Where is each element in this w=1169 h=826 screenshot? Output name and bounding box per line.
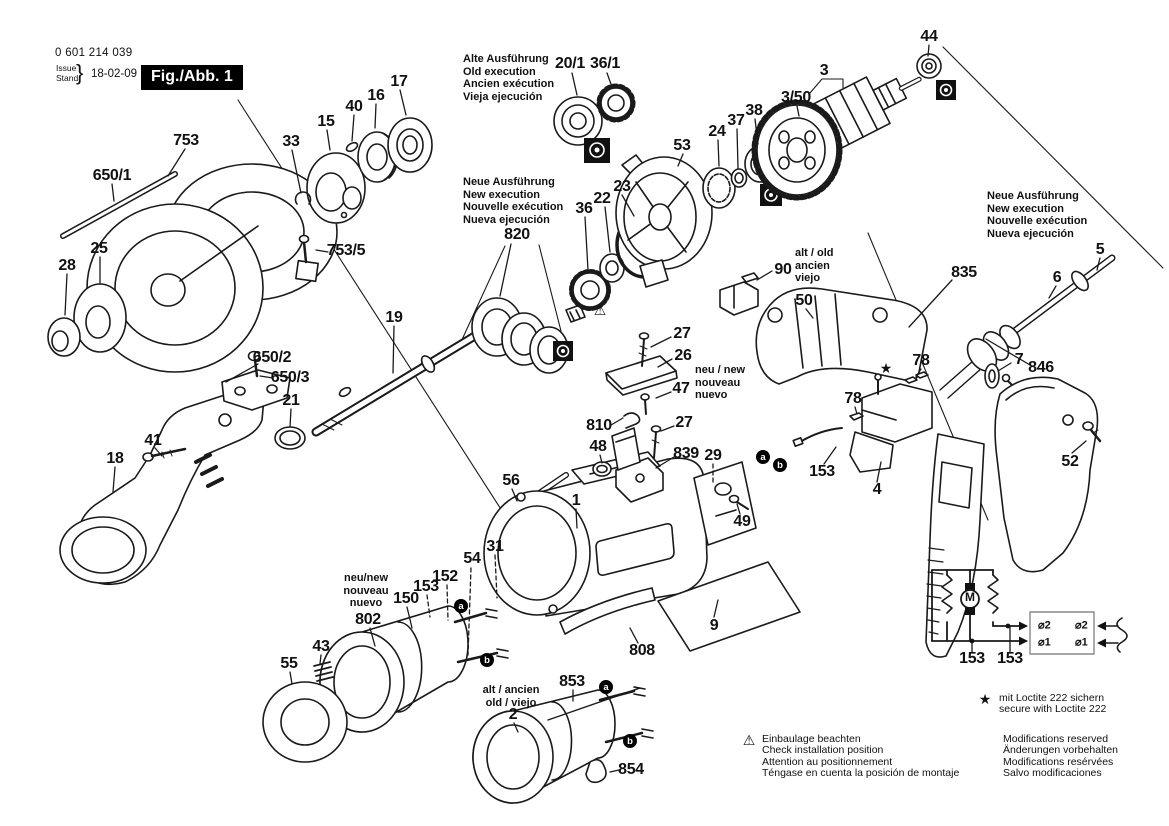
terminal-3: ⌀1: [1075, 636, 1088, 649]
callout-38: 38: [745, 102, 763, 119]
new-execution-right: Neue Ausführung New execution Nouvelle exécution Nueva ejecución: [987, 190, 1088, 240]
callout-37: 37: [727, 112, 745, 129]
callout-153: 153: [959, 650, 985, 667]
callout-5: 5: [1095, 241, 1105, 258]
marker-b-5: b: [623, 734, 637, 748]
callout-25: 25: [90, 240, 108, 257]
callout-52: 52: [1061, 453, 1079, 470]
callout-53: 53: [673, 137, 691, 154]
marker-b-1: b: [773, 458, 787, 472]
callout-810: 810: [586, 417, 612, 434]
callout-40: 40: [345, 98, 363, 115]
callout-27: 27: [675, 414, 693, 431]
callout-853: 853: [559, 673, 585, 690]
callout-7: 7: [1014, 351, 1024, 368]
callout-24: 24: [708, 123, 726, 140]
callout-56: 56: [502, 472, 520, 489]
callout-650/1: 650/1: [92, 167, 132, 184]
callout-54: 54: [463, 550, 481, 567]
callout-650/3: 650/3: [270, 369, 310, 386]
callout-808: 808: [629, 642, 655, 659]
old-execution: Alte Ausführung Old execution Ancien exécution Vieja ejecución: [463, 53, 555, 103]
callout-6: 6: [1052, 269, 1062, 286]
callout-78: 78: [844, 390, 862, 407]
callout-820: 820: [504, 226, 530, 243]
callout-802: 802: [355, 611, 381, 628]
callout-55: 55: [280, 655, 298, 672]
neu-new-stator: neu/new nouveau nuevo: [343, 572, 389, 610]
callout-36/1: 36/1: [590, 55, 620, 72]
callout-48: 48: [589, 438, 607, 455]
callout-152: 152: [432, 568, 458, 585]
callout-153: 153: [997, 650, 1023, 667]
callout-153: 153: [413, 578, 439, 595]
callout-9: 9: [709, 617, 719, 634]
alt-ancien-stator: alt / ancien old / viejo: [482, 684, 540, 709]
callout-2: 2: [508, 706, 518, 723]
callout-90: 90: [774, 261, 792, 278]
loctite-note-symbol: ★: [978, 691, 992, 707]
terminal-2: ⌀1: [1038, 636, 1051, 649]
terminal-0: ⌀2: [1038, 619, 1051, 632]
callout-1: 1: [571, 492, 581, 509]
callout-753: 753: [173, 132, 199, 149]
callout-21: 21: [282, 392, 300, 409]
callout-835: 835: [951, 264, 977, 281]
callout-78: 78: [912, 352, 930, 369]
issue-stand-brace: }: [76, 60, 84, 85]
marker-a-4: a: [599, 680, 613, 694]
issue-stand-label: Issue Stand: [56, 63, 79, 83]
callout-18: 18: [106, 450, 124, 467]
callout-16: 16: [367, 87, 385, 104]
terminal-1: ⌀2: [1075, 619, 1088, 632]
callout-15: 15: [317, 113, 335, 130]
installation-note-symbol: ⚠: [742, 732, 756, 748]
neu-new-switch: neu / new nouveau nuevo: [695, 364, 746, 402]
part-number: 0 601 214 039: [55, 47, 133, 59]
callout-41: 41: [144, 432, 162, 449]
loctite-note: mit Loctite 222 sichern secure with Loctite 222: [999, 692, 1107, 716]
marker-b-3: b: [480, 653, 494, 667]
motor-label: M: [965, 590, 975, 604]
callout-753/5: 753/5: [326, 242, 366, 259]
callout-846: 846: [1028, 359, 1054, 376]
issue-date: 18-02-09: [91, 68, 138, 80]
callout-19: 19: [385, 309, 403, 326]
callout-33: 33: [282, 133, 300, 150]
alt-old: alt / old ancien viejo: [795, 247, 834, 285]
marker-a-2: a: [454, 599, 468, 613]
modifications-note: Modifications reserved Änderungen vorbehalten Modifications resérvées Salvo modificaciones: [1003, 733, 1119, 780]
callout-3: 3: [819, 62, 829, 79]
callout-3/50: 3/50: [781, 89, 811, 106]
new-execution-left: Neue Ausführung New execution Nouvelle exécution Nueva ejecución: [463, 176, 564, 226]
callout-650/2: 650/2: [252, 349, 292, 366]
installation-warning-small: ⚠: [593, 302, 607, 318]
installation-note: Einbaulage beachten Check installation position Attention au positionnement Téngase en cuenta la posición de montaje: [762, 733, 960, 780]
callout-4: 4: [872, 481, 882, 498]
marker-a-0: a: [756, 450, 770, 464]
callout-43: 43: [312, 638, 330, 655]
callout-153: 153: [809, 463, 835, 480]
callout-17: 17: [390, 73, 408, 90]
callout-26: 26: [674, 347, 692, 364]
callout-31: 31: [486, 538, 504, 555]
callout-44: 44: [920, 28, 938, 45]
callout-23: 23: [613, 178, 631, 195]
callout-28: 28: [58, 257, 76, 274]
callout-49: 49: [733, 513, 751, 530]
callout-47: 47: [672, 380, 690, 397]
callout-29: 29: [704, 447, 722, 464]
callout-854: 854: [618, 761, 644, 778]
callout-22: 22: [593, 190, 611, 207]
callout-36: 36: [575, 200, 593, 217]
callout-50: 50: [795, 292, 813, 309]
callout-20/1: 20/1: [555, 55, 585, 72]
callout-839: 839: [673, 445, 699, 462]
callout-150: 150: [393, 590, 419, 607]
loctite-star: ★: [879, 360, 893, 376]
callout-27: 27: [673, 325, 691, 342]
figure-label: Fig./Abb. 1: [141, 65, 243, 90]
